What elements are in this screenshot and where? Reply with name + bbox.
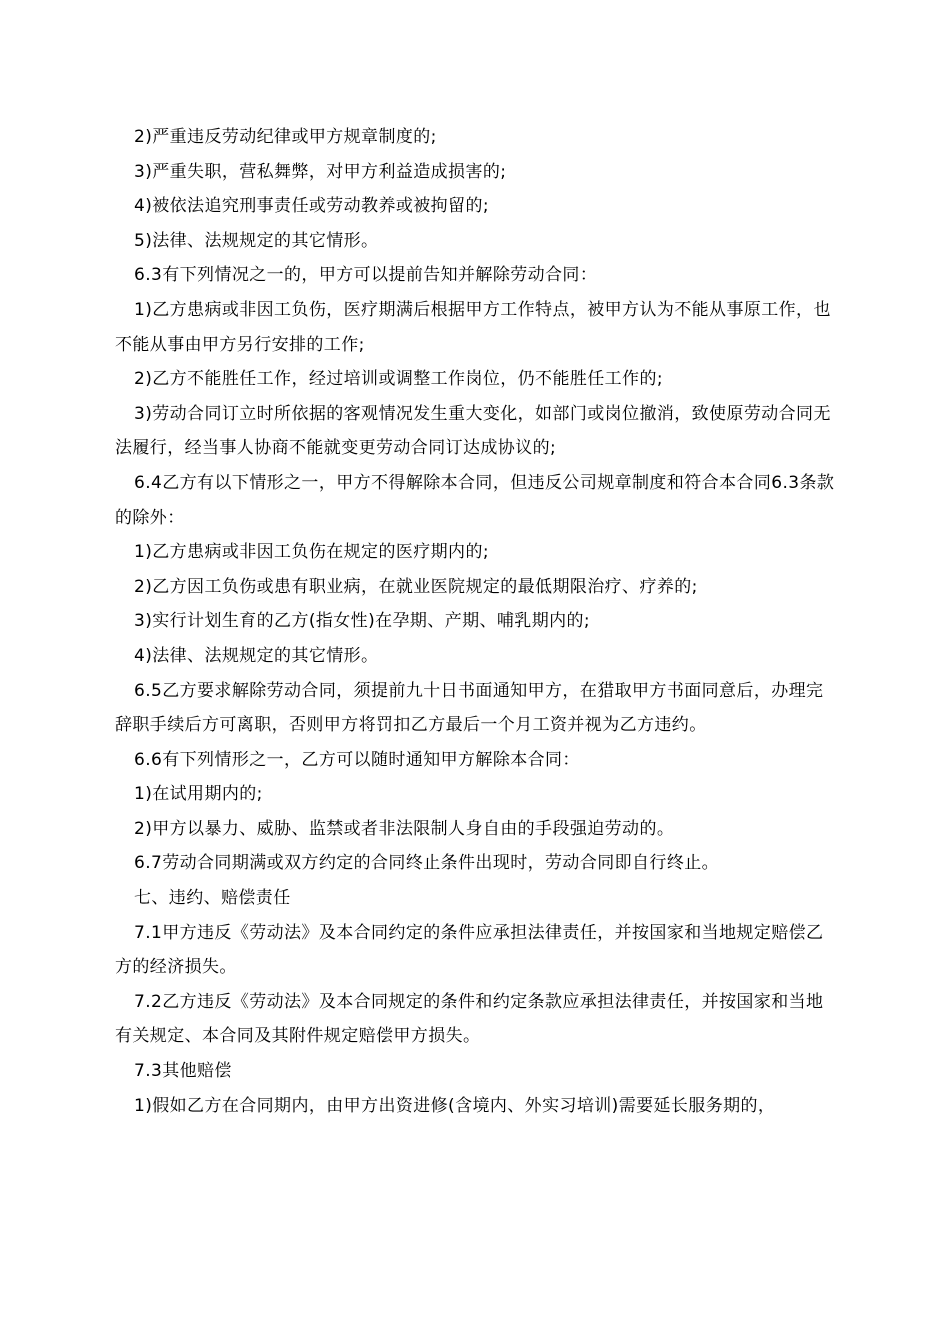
clause-6-3-item-2: 2)乙方不能胜任工作，经过培训或调整工作岗位，仍不能胜任工作的; [134,369,663,390]
clause-7-2: 7.2乙方违反《劳动法》及本合同规定的条件和约定条款应承担法律责任，并按国家和当地有关规定、本合同及其附件规定赔偿甲方损失。 [115,991,824,1047]
clause-7-3-item-1: 1)假如乙方在合同期内，由甲方出资进修(含境内、外实习培训)需要延长服务期的， [134,1095,776,1116]
clause-7-3: 7.3其他赔偿 [134,1061,232,1082]
clause-6-7: 6.7劳动合同期满或双方约定的合同终止条件出现时，劳动合同即自行终止。 [134,853,720,874]
clause-6-5: 6.5乙方要求解除劳动合同，须提前九十日书面通知甲方，在猎取甲方书面同意后，办理完辞职手续后方可离职，否则甲方将罚扣乙方最后一个月工资并视为乙方违约。 [115,680,824,736]
clause-6-3: 6.3有下列情况之一的，甲方可以提前告知并解除劳动合同： [134,265,598,286]
clause-6-4: 6.4乙方有以下情形之一，甲方不得解除本合同，但违反公司规章制度和符合本合同6.3条款的除外： [115,472,835,528]
paragraph-3-dereliction: 3)严重失职，营私舞弊，对甲方利益造成损害的; [134,161,507,182]
clause-6-6-item-2: 2)甲方以暴力、威胁、监禁或者非法限制人身自由的手段强迫劳动的。 [134,818,675,839]
paragraph-2-violation-rules: 2)严重违反劳动纪律或甲方规章制度的; [134,127,437,147]
clause-6-4-item-2: 2)乙方因工负伤或患有职业病，在就业医院规定的最低期限治疗、疗养的; [134,576,698,597]
clause-7-1: 7.1甲方违反《劳动法》及本合同约定的条件应承担法律责任，并按国家和当地规定赔偿乙方的经济损失。 [115,922,824,978]
paragraph-5-other: 5)法律、法规规定的其它情形。 [134,230,379,251]
clause-6-6: 6.6有下列情形之一，乙方可以随时通知甲方解除本合同： [134,749,580,770]
document-body [115,120,837,1123]
paragraph-4-criminal: 4)被依法追究刑事责任或劳动教养或被拘留的; [134,196,489,217]
clause-6-4-item-3: 3)实行计划生育的乙方(指女性)在孕期、产期、哺乳期内的; [134,611,591,632]
clause-6-6-item-1: 1)在试用期内的; [134,784,263,805]
clause-6-3-item-3: 3)劳动合同订立时所依据的客观情况发生重大变化，如部门或岗位撤消，致使原劳动合同无法履行，经当事人协商不能就变更劳动合同订达成协议的; [115,403,831,459]
clause-6-4-item-4: 4)法律、法规规定的其它情形。 [134,645,379,666]
section-7-heading: 七、违约、赔偿责任 [134,888,291,909]
clause-6-3-item-1: 1)乙方患病或非因工负伤，医疗期满后根据甲方工作特点，被甲方认为不能从事原工作，也不能从事由甲方另行安排的工作; [115,299,831,355]
clause-6-4-item-1: 1)乙方患病或非因工负伤在规定的医疗期内的; [134,542,489,563]
